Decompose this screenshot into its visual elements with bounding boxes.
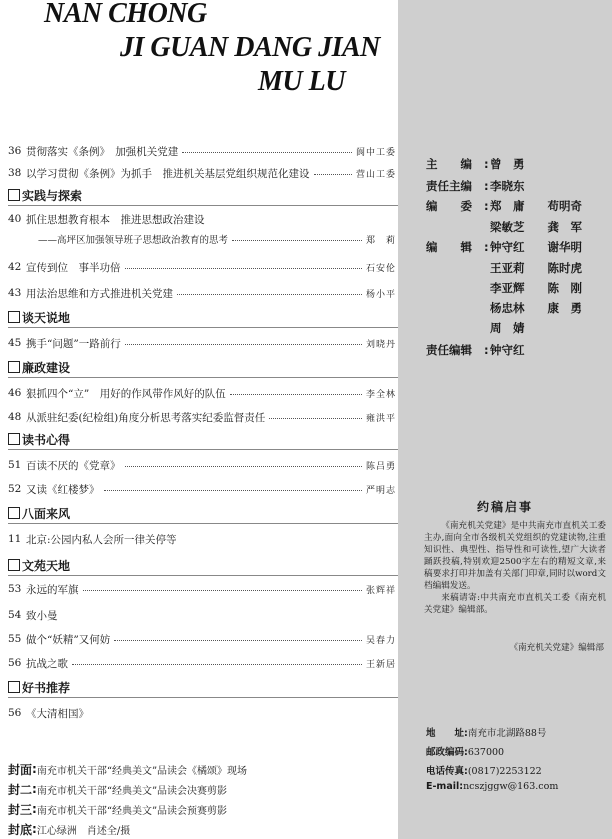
contact-value: 南充市北湖路88号 [467, 728, 547, 739]
staff-names: 王亚莉 陈时虎 [490, 261, 582, 275]
toc-entry [8, 530, 396, 548]
toc-page-number: 40 [8, 213, 22, 225]
contact-key: 电话传真: [426, 766, 468, 777]
toc-page-number: 46 [8, 387, 22, 399]
toc-entry [8, 580, 396, 598]
toc-title: 《大清相国》 [26, 707, 89, 720]
toc-leader [232, 240, 362, 241]
toc-leader [104, 490, 362, 491]
contact-value: (0817)2253122 [467, 766, 542, 777]
toc-page-number: 52 [8, 483, 22, 495]
toc-page-number: 36 [8, 145, 22, 157]
toc-entry [8, 210, 396, 228]
toc-title: 永远的军旗 [26, 583, 79, 596]
section-box [8, 189, 20, 201]
toc-entry [8, 456, 396, 474]
section-box [8, 681, 20, 693]
toc-leader [314, 174, 352, 175]
toc-page-number: 56 [8, 707, 22, 719]
toc-entry [8, 654, 396, 672]
cover-colon: : [32, 762, 37, 776]
toc-author: 郑 莉 [365, 235, 396, 246]
contact-row [426, 763, 542, 777]
toc-title: 从派驻纪委(纪检组)角度分析思考落实纪委监督责任 [26, 411, 266, 424]
section-box [8, 433, 20, 445]
staff-row [426, 300, 582, 316]
toc-title: 贯彻落实《条例》 加强机关党建 [26, 145, 179, 158]
editorial-sidebar [398, 0, 612, 839]
notice-body [424, 520, 606, 616]
cover-colon: : [32, 802, 37, 816]
toc-entry [8, 630, 396, 648]
toc-entry [8, 334, 396, 352]
masthead-line-1: NAN CHONG [44, 0, 207, 29]
toc-author: 吴春力 [365, 635, 396, 646]
section-heading [8, 678, 70, 696]
section-box [8, 507, 20, 519]
staff-row [426, 156, 525, 172]
toc-title: 做个“妖精”又何妨 [26, 633, 111, 646]
staff-names: 杨忠林 康 勇 [490, 301, 582, 315]
section-heading [8, 308, 70, 326]
toc-page-number: 53 [8, 583, 22, 595]
cover-text: 江心绿洲 肖述全/摄 [36, 825, 131, 837]
toc-title: 百读不厌的《党章》 [26, 459, 121, 472]
toc-leader [182, 152, 352, 153]
toc-page-number: 54 [8, 609, 22, 621]
cover-label: 封三 [8, 802, 33, 817]
contact-key: E-mail: [426, 781, 464, 792]
toc-leader [125, 466, 362, 467]
toc-author: 阆中工委 [355, 147, 396, 158]
staff-names: 钟守红 谢华明 [490, 240, 582, 254]
toc-title: 抓住思想教育根本 推进思想政治建设 [26, 213, 205, 226]
section-heading [8, 504, 70, 522]
staff-separator: : [484, 240, 489, 254]
toc-author: 石安伦 [365, 263, 396, 274]
toc-author: 杨小平 [365, 289, 396, 300]
notice-paragraph-2: 来稿请寄:中共南充市直机关工委《南充机关党建》编辑部。 [424, 593, 606, 615]
toc-title: 致小曼 [26, 609, 58, 622]
toc-page-number: 55 [8, 633, 22, 645]
staff-separator: : [484, 199, 489, 213]
toc-leader [230, 394, 362, 395]
staff-names: 周 婧 [490, 321, 525, 335]
staff-row [426, 342, 525, 358]
contact-row [426, 725, 546, 739]
masthead-line-2: JI GUAN DANG JIAN [120, 32, 380, 63]
staff-names: 钟守红 [490, 343, 525, 357]
toc-author: 李全林 [365, 389, 396, 400]
contact-key: 邮政编码: [426, 747, 468, 758]
toc-leader [114, 640, 362, 641]
toc-title: 又读《红楼梦》 [26, 483, 100, 496]
contact-key: 地 址: [426, 728, 468, 739]
toc-title: 携手“问题”一路前行 [26, 337, 121, 350]
toc-author: 张辉祥 [365, 585, 396, 596]
section-label: 读书心得 [22, 432, 71, 447]
section-heading [8, 186, 82, 204]
toc-leader [177, 294, 362, 295]
toc-page-number: 11 [8, 533, 22, 545]
staff-role: 责任主编 [426, 179, 472, 193]
toc-page-number: 45 [8, 337, 22, 349]
contact-value: 637000 [467, 747, 505, 758]
staff-role: 主 编 [426, 157, 472, 171]
section-heading [8, 556, 70, 574]
cover-label: 封面 [8, 762, 33, 777]
toc-entry [8, 164, 396, 182]
staff-row [426, 280, 582, 296]
toc-title: ——高坪区加强领导班子思想政治教育的思考 [38, 235, 229, 246]
toc-title: 用法治思维和方式推进机关党建 [26, 287, 173, 300]
section-box [8, 311, 20, 323]
contact-value: ncszjggw@163.com [463, 781, 559, 792]
section-label: 好书推荐 [22, 680, 71, 695]
staff-row [426, 198, 582, 214]
staff-names: 郑 庸 苟明奇 [490, 199, 582, 213]
toc-page-number: 43 [8, 287, 22, 299]
section-box [8, 559, 20, 571]
staff-role: 编 辑 [426, 240, 472, 254]
masthead-line-3: MU LU [258, 66, 345, 97]
cover-text: 南充市机关干部“经典美文”品读会决赛剪影 [36, 785, 228, 797]
cover-caption [8, 780, 227, 798]
toc-author: 刘晓丹 [365, 339, 396, 350]
toc-leader [269, 418, 362, 419]
section-label: 文苑天地 [22, 558, 71, 573]
toc-title: 以学习贯彻《条例》为抓手 推进机关基层党组织规范化建设 [26, 167, 310, 180]
staff-names: 梁敏芝 龚 军 [490, 220, 582, 234]
toc-entry [8, 606, 396, 624]
toc-page-number: 56 [8, 657, 22, 669]
staff-names: 曾 勇 [490, 157, 525, 171]
toc-author: 王新居 [365, 659, 396, 670]
toc-author: 陈吕勇 [365, 461, 396, 472]
toc-leader [72, 664, 362, 665]
cover-colon: : [32, 782, 37, 796]
toc-title: 宣传到位 事半功倍 [26, 261, 121, 274]
notice-paragraph-1: 《南充机关党建》是中共南充市直机关工委主办,面向全市各级机关党组织的党建读物,注重知识性、典型性、指导性和可读性,望广大读者踊跃投稿,特别欢迎2500字左右的精短文章,来稿要求打印并加盖有关部门印章,同时以word文档编辑发送。 [424, 521, 606, 591]
cover-label: 封底 [8, 822, 33, 837]
section-label: 谈天说地 [22, 310, 71, 325]
toc-leader [125, 344, 362, 345]
toc-page-number: 48 [8, 411, 22, 423]
notice-title: 约稿启事 [476, 500, 533, 514]
section-box [8, 361, 20, 373]
toc-title: 北京:公园内私人会所一律关停等 [26, 533, 177, 546]
toc-page-number: 38 [8, 167, 22, 179]
staff-row [426, 260, 582, 276]
toc-entry [8, 142, 396, 160]
cover-text: 南充市机关干部“经典美文”品读会预赛剪影 [36, 805, 228, 817]
section-label: 实践与探索 [22, 188, 83, 203]
staff-row [426, 320, 525, 336]
toc-entry [8, 480, 396, 498]
toc-entry [8, 408, 396, 426]
toc-entry [8, 284, 396, 302]
cover-caption [8, 800, 227, 818]
toc-author: 严明志 [365, 485, 396, 496]
toc-entry [8, 258, 396, 276]
toc-title: 抗战之歌 [26, 657, 68, 670]
section-heading [8, 430, 70, 448]
toc-author: 雍洪平 [365, 413, 396, 424]
staff-separator: : [484, 179, 489, 193]
notice-signature: 《南充机关党建》编辑部 [509, 643, 604, 653]
section-heading [8, 358, 70, 376]
staff-role: 编 委 [426, 199, 472, 213]
contact-row [426, 744, 504, 758]
staff-separator: : [484, 157, 489, 171]
staff-row [426, 178, 525, 194]
section-label: 廉政建设 [22, 360, 71, 375]
staff-row [426, 219, 582, 235]
toc-leader [125, 268, 362, 269]
toc-entry [8, 384, 396, 402]
section-label: 八面来风 [22, 506, 71, 521]
contact-row [426, 781, 558, 792]
toc-leader [83, 590, 362, 591]
staff-role: 责任编辑 [426, 343, 472, 357]
staff-row [426, 239, 582, 255]
staff-names: 李晓东 [490, 179, 525, 193]
toc-title: 狠抓四个“立” 用好的作风带作风好的队伍 [26, 387, 226, 400]
toc-page-number: 51 [8, 459, 22, 471]
cover-label: 封二 [8, 782, 33, 797]
cover-text: 南充市机关干部“经典美文”品读会《橘颂》现场 [36, 765, 248, 777]
cover-caption [8, 760, 247, 778]
cover-caption [8, 820, 130, 838]
toc-author: 营山工委 [355, 169, 396, 180]
toc-page-number: 42 [8, 261, 22, 273]
toc-entry [8, 704, 396, 722]
cover-colon: : [32, 822, 37, 836]
staff-separator: : [484, 343, 489, 357]
toc-entry [8, 230, 396, 248]
staff-names: 李亚辉 陈 刚 [490, 281, 582, 295]
